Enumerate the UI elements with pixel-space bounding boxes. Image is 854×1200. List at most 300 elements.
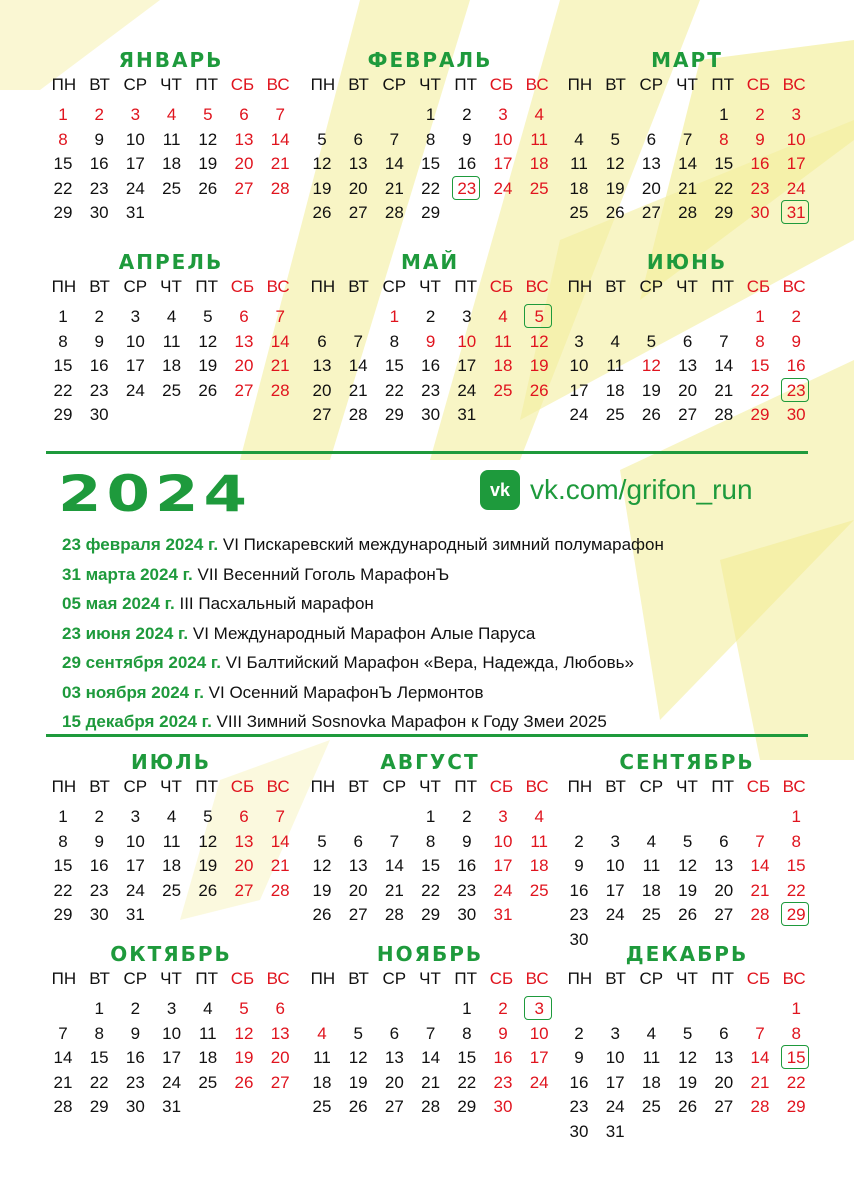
weekday-label: ПН <box>51 969 77 988</box>
day-cell: 20 <box>312 380 332 400</box>
day-cell: 11 <box>313 1048 331 1068</box>
day-cell: 6 <box>317 331 327 351</box>
day-cell: 13 <box>384 1048 404 1068</box>
day-cell: 18 <box>529 154 549 174</box>
day-cell: 2 <box>94 105 104 124</box>
weekday-label: ВТ <box>89 75 110 94</box>
day-cell: 5 <box>646 331 657 351</box>
weekday-label: ПН <box>567 969 593 988</box>
weekday-label: ВТ <box>348 969 369 988</box>
day-cell: 19 <box>198 154 218 174</box>
day-cell: 24 <box>786 178 806 198</box>
day-cell: 20 <box>270 1048 290 1068</box>
day-cell: 19 <box>641 380 661 400</box>
event-item <box>62 530 664 560</box>
day-cell: 3 <box>791 105 801 124</box>
day-cell: 9 <box>462 831 472 851</box>
month-title: АВГУСТ <box>380 750 480 774</box>
day-cell: 19 <box>605 178 625 198</box>
day-cell: 30 <box>457 905 477 925</box>
day-cell: 5 <box>317 129 327 149</box>
day-cell: 3 <box>498 807 508 826</box>
weekday-label: СР <box>639 277 664 296</box>
day-cell: 30 <box>125 1097 145 1117</box>
day-cell: 5 <box>239 999 249 1018</box>
day-grid <box>562 103 812 226</box>
day-cell: 24 <box>162 1072 182 1092</box>
weekday-label: СР <box>382 75 407 94</box>
event-date: 23 июня 2024 г. <box>62 623 189 643</box>
day-cell: 30 <box>786 405 806 425</box>
day-cell: 28 <box>270 178 290 198</box>
day-cell: 30 <box>89 405 109 425</box>
day-cell: 31 <box>125 203 145 223</box>
weekday-header <box>46 275 296 299</box>
day-cell: 5 <box>522 305 556 329</box>
event-name: VII Весенний Гоголь МарафонЪ <box>197 564 450 584</box>
month-title: ИЮНЬ <box>646 250 728 274</box>
day-cell: 29 <box>714 203 734 223</box>
day-cell: 3 <box>522 997 556 1021</box>
day-cell: 23 <box>779 379 813 403</box>
day-cell: 1 <box>425 105 436 124</box>
day-cell: 10 <box>605 1048 625 1068</box>
day-cell: 26 <box>198 178 218 198</box>
day-cell: 29 <box>457 1097 477 1117</box>
day-cell: 9 <box>94 331 104 351</box>
day-cell: 9 <box>755 129 765 149</box>
weekday-label: ПТ <box>711 75 735 94</box>
month-november <box>305 941 555 1120</box>
day-cell: 24 <box>493 178 513 198</box>
weekday-label: ПН <box>567 277 593 296</box>
day-cell: 22 <box>421 880 441 900</box>
day-cell: 1 <box>94 999 104 1018</box>
day-cell: 6 <box>719 1023 729 1043</box>
day-cell: 14 <box>750 1048 770 1068</box>
weekday-label: ВТ <box>348 777 369 796</box>
day-cell: 15 <box>53 356 73 376</box>
weekday-label: СР <box>382 277 407 296</box>
day-cell: 18 <box>162 856 182 876</box>
day-cell: 5 <box>682 831 693 851</box>
weekday-label: ПТ <box>195 75 219 94</box>
day-cell: 3 <box>130 307 141 326</box>
weekday-label: ВС <box>266 777 290 796</box>
event-name: III Пасхальный марафон <box>179 594 374 613</box>
day-cell: 16 <box>493 1048 513 1068</box>
weekday-label: ПТ <box>711 969 735 988</box>
month-title: ИЮЛЬ <box>130 750 212 774</box>
weekday-label: СБ <box>230 277 255 296</box>
day-cell: 21 <box>270 356 290 376</box>
event-date: 23 февраля 2024 г. <box>62 535 219 554</box>
day-cell: 26 <box>641 405 661 425</box>
weekday-label: ВТ <box>605 75 626 94</box>
day-cell: 9 <box>130 1023 141 1043</box>
day-cell: 8 <box>389 331 400 351</box>
day-cell: 30 <box>89 905 109 925</box>
divider-bottom <box>46 734 808 737</box>
weekday-label: ВС <box>525 75 549 94</box>
weekday-label: ПН <box>51 277 77 296</box>
weekday-label: СР <box>639 969 664 988</box>
day-cell: 22 <box>384 380 404 400</box>
day-cell: 17 <box>125 356 145 376</box>
day-cell: 7 <box>58 1023 68 1043</box>
day-cell: 13 <box>678 356 698 376</box>
day-cell: 16 <box>786 356 806 376</box>
day-cell: 7 <box>719 331 729 351</box>
day-cell: 7 <box>425 1023 436 1043</box>
day-cell: 10 <box>162 1023 182 1043</box>
event-item <box>62 619 664 649</box>
day-cell: 16 <box>457 154 477 174</box>
day-cell: 1 <box>791 807 801 826</box>
weekday-label: ВТ <box>348 277 369 296</box>
weekday-header <box>46 73 296 97</box>
day-cell: 11 <box>198 1023 217 1043</box>
month-title: АПРЕЛЬ <box>118 250 224 274</box>
day-cell: 25 <box>493 380 513 400</box>
day-cell: 21 <box>270 856 290 876</box>
weekday-label: СР <box>639 777 664 796</box>
day-cell: 6 <box>682 331 693 351</box>
day-cell: 19 <box>678 1072 698 1092</box>
day-cell: 14 <box>421 1048 441 1068</box>
day-cell: 14 <box>384 154 404 174</box>
day-cell: 17 <box>493 856 513 876</box>
day-cell: 10 <box>125 831 145 851</box>
day-cell: 6 <box>275 999 285 1018</box>
weekday-label: СБ <box>489 969 514 988</box>
day-cell: 10 <box>529 1023 549 1043</box>
day-cell: 2 <box>94 807 104 826</box>
weekday-header <box>46 967 296 991</box>
weekday-header <box>305 967 555 991</box>
day-cell: 28 <box>750 1097 770 1117</box>
day-cell: 13 <box>714 1048 734 1068</box>
day-cell: 8 <box>425 831 436 851</box>
day-cell: 9 <box>574 1048 584 1068</box>
event-name: VIII Зимний Sosnovka Марафон к Году Змеи 2025 <box>216 712 607 731</box>
day-cell: 8 <box>462 1023 472 1043</box>
day-cell: 29 <box>421 905 441 925</box>
day-cell: 9 <box>574 856 584 876</box>
weekday-label: СР <box>382 969 407 988</box>
day-cell: 2 <box>462 807 472 826</box>
day-cell: 12 <box>312 856 332 876</box>
day-cell: 23 <box>421 380 441 400</box>
weekday-label: ПТ <box>195 969 219 988</box>
event-item <box>62 707 664 737</box>
day-cell: 24 <box>125 880 145 900</box>
day-cell: 3 <box>610 1023 620 1043</box>
weekday-label: ЧТ <box>160 75 182 94</box>
day-cell: 14 <box>750 856 770 876</box>
month-july <box>46 749 296 928</box>
weekday-label: ВТ <box>89 777 110 796</box>
day-cell: 31 <box>779 201 813 225</box>
day-cell: 12 <box>348 1048 368 1068</box>
day-cell: 30 <box>750 203 770 223</box>
day-cell: 27 <box>678 405 698 425</box>
weekday-header <box>305 275 555 299</box>
day-cell: 24 <box>605 905 625 925</box>
day-cell: 26 <box>312 905 332 925</box>
vk-icon: vk <box>480 470 520 510</box>
day-cell: 4 <box>534 807 544 826</box>
vk-url[interactable]: vk.com/grifon_run <box>530 474 753 505</box>
weekday-label: СР <box>123 75 148 94</box>
weekday-label: ПТ <box>454 969 478 988</box>
day-cell: 20 <box>714 880 734 900</box>
day-cell: 1 <box>791 999 801 1018</box>
day-cell: 24 <box>125 178 145 198</box>
weekday-label: СР <box>639 75 664 94</box>
day-cell: 12 <box>198 331 218 351</box>
day-cell: 4 <box>574 129 584 149</box>
day-cell: 12 <box>529 331 549 351</box>
day-cell: 17 <box>125 856 145 876</box>
day-cell: 7 <box>755 1023 765 1043</box>
day-cell: 25 <box>162 178 182 198</box>
day-cell: 1 <box>58 807 68 826</box>
day-cell: 28 <box>750 905 770 925</box>
day-cell: 14 <box>270 831 290 851</box>
weekday-label: СБ <box>230 969 255 988</box>
event-item <box>62 678 664 708</box>
day-cell: 17 <box>493 154 513 174</box>
day-cell: 24 <box>457 380 477 400</box>
event-name: VI Осенний МарафонЪ Лермонтов <box>208 682 484 702</box>
weekday-label: ЧТ <box>419 75 441 94</box>
vk-link[interactable] <box>480 470 753 510</box>
day-grid <box>305 103 555 226</box>
day-cell: 15 <box>750 356 770 376</box>
weekday-label: СР <box>123 777 148 796</box>
day-cell: 11 <box>642 856 661 876</box>
day-cell: 29 <box>786 1097 806 1117</box>
day-cell: 22 <box>89 1072 109 1092</box>
day-cell: 11 <box>162 129 181 149</box>
event-date: 29 сентября 2024 г. <box>62 653 222 672</box>
day-cell: 4 <box>166 307 177 326</box>
day-cell: 1 <box>58 105 68 124</box>
day-cell: 25 <box>641 905 661 925</box>
day-cell: 5 <box>682 1023 693 1043</box>
day-cell: 4 <box>646 831 657 851</box>
event-item <box>62 560 664 590</box>
day-cell: 28 <box>348 405 368 425</box>
day-cell: 12 <box>605 154 625 174</box>
weekday-label: ЧТ <box>676 777 698 796</box>
day-cell: 18 <box>162 154 182 174</box>
day-cell: 23 <box>569 1097 589 1117</box>
day-cell: 26 <box>312 203 332 223</box>
month-december <box>562 941 812 1145</box>
day-cell: 3 <box>498 105 508 124</box>
weekday-label: ВС <box>525 777 549 796</box>
day-cell: 13 <box>234 129 254 149</box>
day-cell: 5 <box>610 129 620 149</box>
weekday-label: ВС <box>782 75 806 94</box>
day-cell: 3 <box>610 831 620 851</box>
weekday-label: ЧТ <box>160 777 182 796</box>
day-cell: 27 <box>270 1072 290 1092</box>
day-cell: 15 <box>53 856 73 876</box>
weekday-header <box>562 275 812 299</box>
day-cell: 18 <box>641 1072 661 1092</box>
day-cell: 16 <box>89 356 109 376</box>
day-cell: 20 <box>348 178 368 198</box>
weekday-label: ЧТ <box>419 777 441 796</box>
day-cell: 10 <box>457 331 477 351</box>
day-cell: 21 <box>678 178 698 198</box>
day-cell: 27 <box>641 203 661 223</box>
day-cell: 6 <box>719 831 729 851</box>
day-cell: 27 <box>312 405 332 425</box>
weekday-label: ПН <box>310 969 336 988</box>
day-cell: 25 <box>529 880 549 900</box>
day-cell: 27 <box>348 905 368 925</box>
day-cell: 31 <box>605 1122 625 1141</box>
day-cell: 17 <box>605 1072 625 1092</box>
weekday-label: СБ <box>746 277 771 296</box>
day-cell: 17 <box>457 356 477 376</box>
weekday-header <box>305 775 555 799</box>
day-cell: 26 <box>348 1097 368 1117</box>
day-cell: 3 <box>130 105 141 124</box>
day-cell: 22 <box>457 1072 477 1092</box>
day-cell: 21 <box>53 1072 73 1092</box>
day-cell: 13 <box>234 331 254 351</box>
day-cell: 29 <box>750 405 770 425</box>
day-cell: 12 <box>678 1048 698 1068</box>
weekday-label: ПТ <box>454 75 478 94</box>
day-grid <box>562 805 812 953</box>
weekday-header <box>46 775 296 799</box>
day-cell: 28 <box>678 203 698 223</box>
weekday-label: ВС <box>266 75 290 94</box>
day-cell: 11 <box>162 831 181 851</box>
day-cell: 20 <box>234 356 254 376</box>
day-cell: 11 <box>494 331 512 351</box>
day-cell: 15 <box>384 356 404 376</box>
day-cell: 20 <box>384 1072 404 1092</box>
day-cell: 20 <box>714 1072 734 1092</box>
event-name: VI Международный Марафон Алые Паруса <box>192 623 536 643</box>
day-cell: 22 <box>786 880 806 900</box>
day-cell: 8 <box>94 1023 104 1043</box>
day-cell: 8 <box>58 831 68 851</box>
event-date: 15 декабря 2024 г. <box>62 712 212 731</box>
day-cell: 2 <box>462 105 472 124</box>
day-cell: 22 <box>786 1072 806 1092</box>
day-cell: 17 <box>786 154 806 174</box>
weekday-label: СБ <box>746 969 771 988</box>
event-date: 03 ноября 2024 г. <box>62 682 204 702</box>
month-title: ЯНВАРЬ <box>118 48 224 72</box>
day-cell: 12 <box>198 831 218 851</box>
weekday-label: СБ <box>746 75 771 94</box>
day-grid <box>46 305 296 428</box>
day-cell: 7 <box>275 105 285 124</box>
weekday-label: ВС <box>782 777 806 796</box>
weekday-header <box>562 73 812 97</box>
day-cell: 28 <box>421 1097 441 1117</box>
day-cell: 15 <box>786 856 806 876</box>
day-cell: 20 <box>234 856 254 876</box>
day-cell: 31 <box>493 905 513 925</box>
day-cell: 22 <box>53 880 73 900</box>
month-title: НОЯБРЬ <box>376 942 484 966</box>
day-cell: 3 <box>462 307 472 326</box>
day-cell: 26 <box>198 380 218 400</box>
weekday-label: ВТ <box>89 969 110 988</box>
event-date: 31 марта 2024 г. <box>62 564 193 584</box>
day-cell: 26 <box>678 1097 698 1117</box>
weekday-label: ПТ <box>711 777 735 796</box>
day-cell: 6 <box>353 129 363 149</box>
day-cell: 4 <box>646 1023 657 1043</box>
month-february <box>305 47 555 226</box>
day-cell: 29 <box>53 405 73 425</box>
day-cell: 15 <box>421 154 441 174</box>
weekday-label: ВС <box>525 969 549 988</box>
day-cell: 9 <box>791 331 801 351</box>
day-cell: 27 <box>714 1097 734 1117</box>
day-cell: 28 <box>714 405 734 425</box>
day-cell: 8 <box>719 129 729 149</box>
day-grid <box>46 997 296 1120</box>
day-cell: 19 <box>529 356 549 376</box>
day-cell: 20 <box>641 178 661 198</box>
day-cell: 17 <box>529 1048 549 1068</box>
event-item <box>62 589 664 619</box>
day-cell: 22 <box>421 178 441 198</box>
weekday-label: ЧТ <box>160 969 182 988</box>
day-cell: 8 <box>58 331 68 351</box>
day-cell: 25 <box>529 178 549 198</box>
day-cell: 22 <box>53 178 73 198</box>
day-cell: 1 <box>58 307 68 326</box>
day-cell: 23 <box>89 380 109 400</box>
weekday-header <box>305 73 555 97</box>
day-cell: 13 <box>348 856 368 876</box>
day-cell: 22 <box>714 178 734 198</box>
day-cell: 15 <box>457 1048 477 1068</box>
day-cell: 26 <box>234 1072 254 1092</box>
day-cell: 2 <box>130 999 141 1018</box>
weekday-label: СБ <box>489 777 514 796</box>
weekday-label: ПТ <box>195 277 219 296</box>
day-cell: 21 <box>384 178 404 198</box>
day-cell: 12 <box>234 1023 254 1043</box>
day-cell: 13 <box>234 831 254 851</box>
day-cell: 10 <box>125 331 145 351</box>
weekday-label: ВТ <box>605 277 626 296</box>
day-cell: 3 <box>130 807 141 826</box>
day-cell: 29 <box>421 203 441 223</box>
day-cell: 18 <box>198 1048 218 1068</box>
day-cell: 28 <box>270 880 290 900</box>
month-september <box>562 749 812 953</box>
day-cell: 18 <box>493 356 513 376</box>
day-cell: 28 <box>384 905 404 925</box>
day-cell: 1 <box>719 105 729 124</box>
month-october <box>46 941 296 1120</box>
